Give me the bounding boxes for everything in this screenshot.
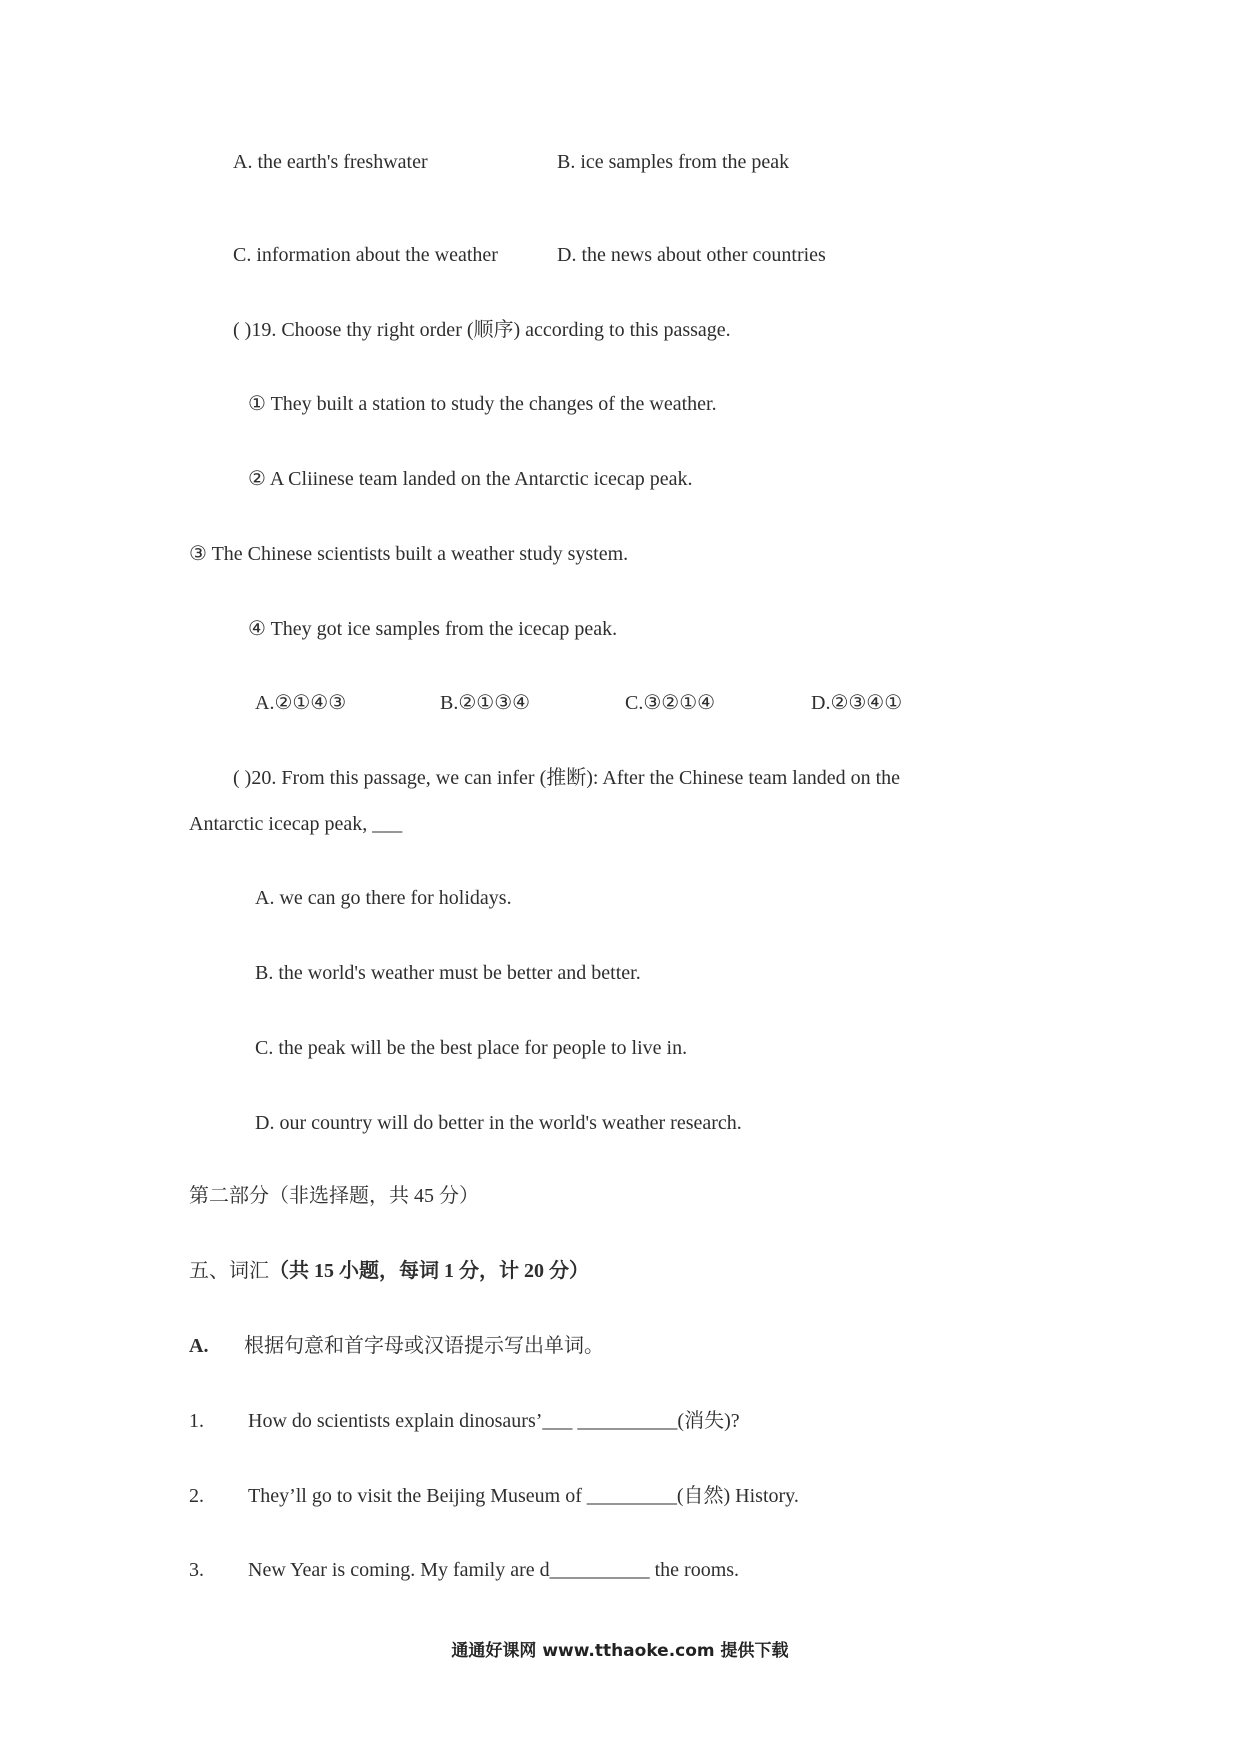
q18-option-a: A. the earth's freshwater bbox=[233, 151, 428, 173]
q19-item-4: ④ They got ice samples from the icecap peak. bbox=[248, 618, 618, 640]
vocab-item-2-text: They’ll go to visit the Beijing Museum of _________(自然) History. bbox=[248, 1485, 799, 1507]
vocab-item-1-text: How do scientists explain dinosaurs’___ __________(消失)? bbox=[248, 1410, 740, 1432]
q19-option-b: B.②①③④ bbox=[440, 692, 531, 714]
vocab-item-2-number: 2. bbox=[189, 1485, 204, 1507]
section5-title-bold: （共 15 小题，每词 1 分，计 20 分） bbox=[269, 1260, 589, 1282]
q19-item-3: ③ The Chinese scientists built a weather study system. bbox=[189, 543, 629, 565]
q18-option-c: C. information about the weather bbox=[233, 244, 498, 266]
q19-option-c: C.③②①④ bbox=[625, 692, 716, 714]
q20-stem-line2: Antarctic icecap peak, ___ bbox=[189, 813, 403, 835]
q20-option-a: A. we can go there for holidays. bbox=[255, 887, 512, 909]
vocab-item-3-number: 3. bbox=[189, 1559, 204, 1581]
q20-option-c: C. the peak will be the best place for people to live in. bbox=[255, 1037, 688, 1059]
section5-title-plain: 五、词汇 bbox=[189, 1260, 269, 1282]
page-footer: 通通好课网 www.tthaoke.com 提供下载 bbox=[451, 1641, 789, 1661]
q19-item-2: ② A Cliinese team landed on the Antarctic icecap peak. bbox=[248, 468, 693, 490]
section5-title bbox=[189, 1259, 589, 1283]
part2-heading: 第二部分（非选择题，共 45 分） bbox=[189, 1185, 479, 1207]
section5-sub-text: 根据句意和首字母或汉语提示写出单词。 bbox=[244, 1335, 604, 1357]
q20-stem-line1: ( )20. From this passage, we can infer (推断): After the Chinese team landed on the bbox=[233, 767, 901, 789]
vocab-item-3-text: New Year is coming. My family are d__________ the rooms. bbox=[248, 1559, 740, 1581]
section5-sub-label: A. bbox=[189, 1335, 209, 1357]
q19-option-d: D.②③④① bbox=[811, 692, 903, 714]
q20-option-b: B. the world's weather must be better and better. bbox=[255, 962, 641, 984]
q19-item-1: ① They built a station to study the changes of the weather. bbox=[248, 393, 717, 415]
q18-option-b: B. ice samples from the peak bbox=[557, 151, 790, 173]
q20-option-d: D. our country will do better in the world's weather research. bbox=[255, 1112, 742, 1134]
q18-option-d: D. the news about other countries bbox=[557, 244, 826, 266]
q19-stem: ( )19. Choose thy right order (顺序) according to this passage. bbox=[233, 319, 731, 341]
vocab-item-1-number: 1. bbox=[189, 1410, 204, 1432]
q19-option-a: A.②①④③ bbox=[255, 692, 347, 714]
